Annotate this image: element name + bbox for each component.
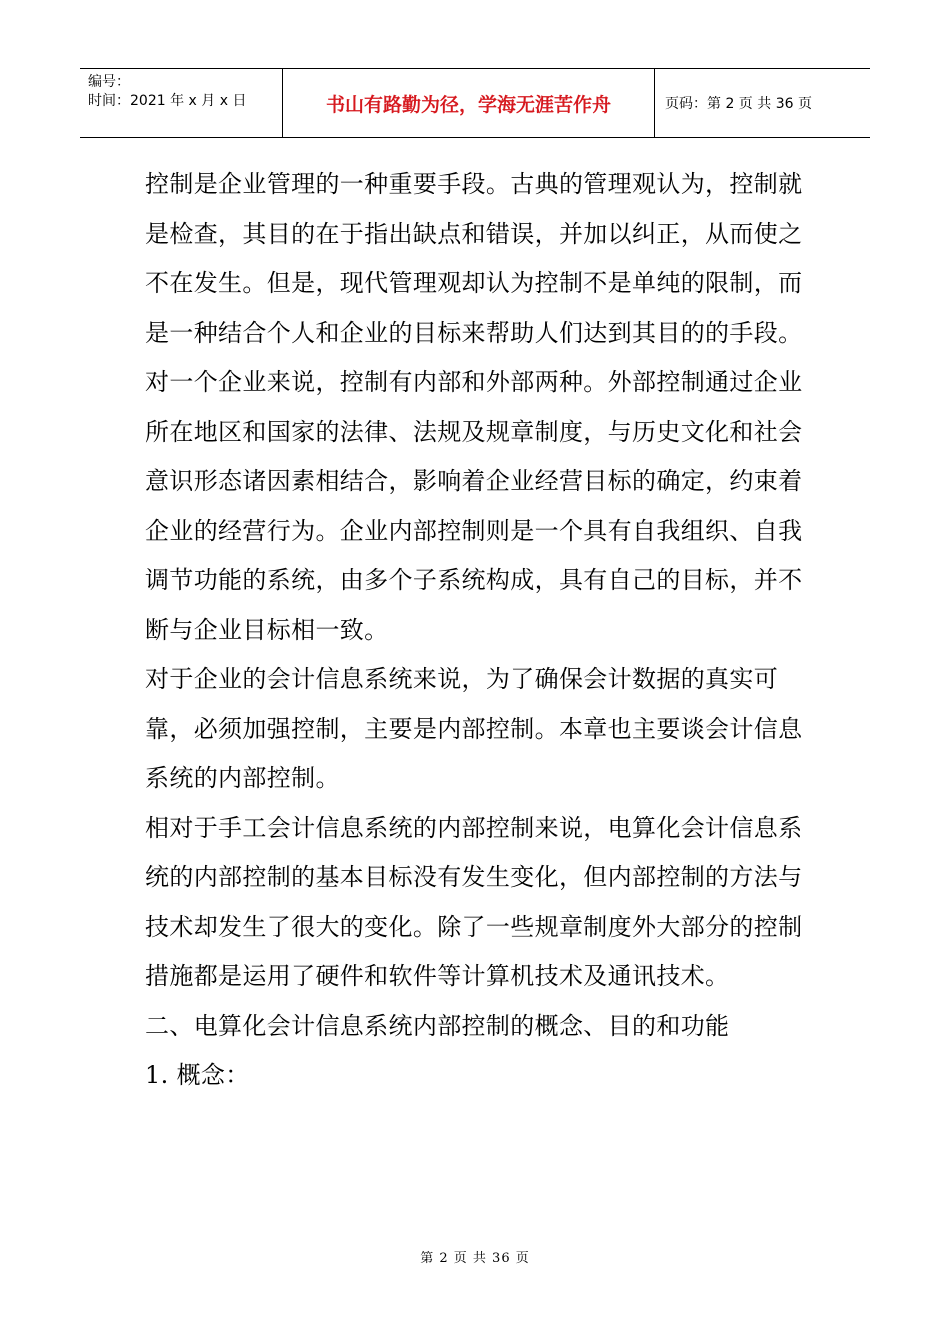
header-page-info: 页码：第 2 页 共 36 页 xyxy=(665,96,812,112)
body-paragraph: 控制是企业管理的一种重要手段。古典的管理观认为，控制就是检查，其目的在于指出缺点和错误，并加以纠正，从而使之不在发生。但是，现代管理观却认为控制不是单纯的限制，而是一种结合个人和企业的目标来帮助人们达到其目的的手段。对一个企业来说，控制有内部和外部两种。外部控制通过企业所在地区和国家的法律、法规及规章制度，与历史文化和社会意识形态诸因素相结合，影响着企业经营目标的确定，约束着企业的经营行为。企业内部控制则是一个具有自我组织、自我调节功能的系统，由多个子系统构成，具有自己的目标，并不断与企业目标相一致。 xyxy=(145,170,803,644)
header-divider xyxy=(654,69,655,137)
subsection-heading: 1. 概念： xyxy=(145,1061,250,1089)
section-heading: 二、电算化会计信息系统内部控制的概念、目的和功能 xyxy=(145,1011,730,1040)
document-date: 时间：2021 年 x 月 x 日 xyxy=(88,93,247,109)
body-paragraph: 相对于手工会计信息系统的内部控制来说，电算化会计信息系统的内部控制的基本目标没有发生变化，但内部控制的方法与技术却发生了很大的变化。除了一些规章制度外大部分的控制措施都是运用了硬件和软件等计算机技术及通讯技术。 xyxy=(145,813,803,990)
header-motto: 书山有路勤为径，学海无涯苦作舟 xyxy=(325,93,611,116)
header-meta xyxy=(88,73,278,111)
document-number-label: 编号： xyxy=(88,74,130,90)
document-header xyxy=(80,68,870,138)
document-body xyxy=(145,160,809,1101)
body-paragraph: 对于企业的会计信息系统来说，为了确保会计数据的真实可靠，必须加强控制，主要是内部控制。本章也主要谈会计信息系统的内部控制。 xyxy=(145,665,803,792)
page-footer: 第 2 页 共 36 页 xyxy=(420,1251,530,1266)
